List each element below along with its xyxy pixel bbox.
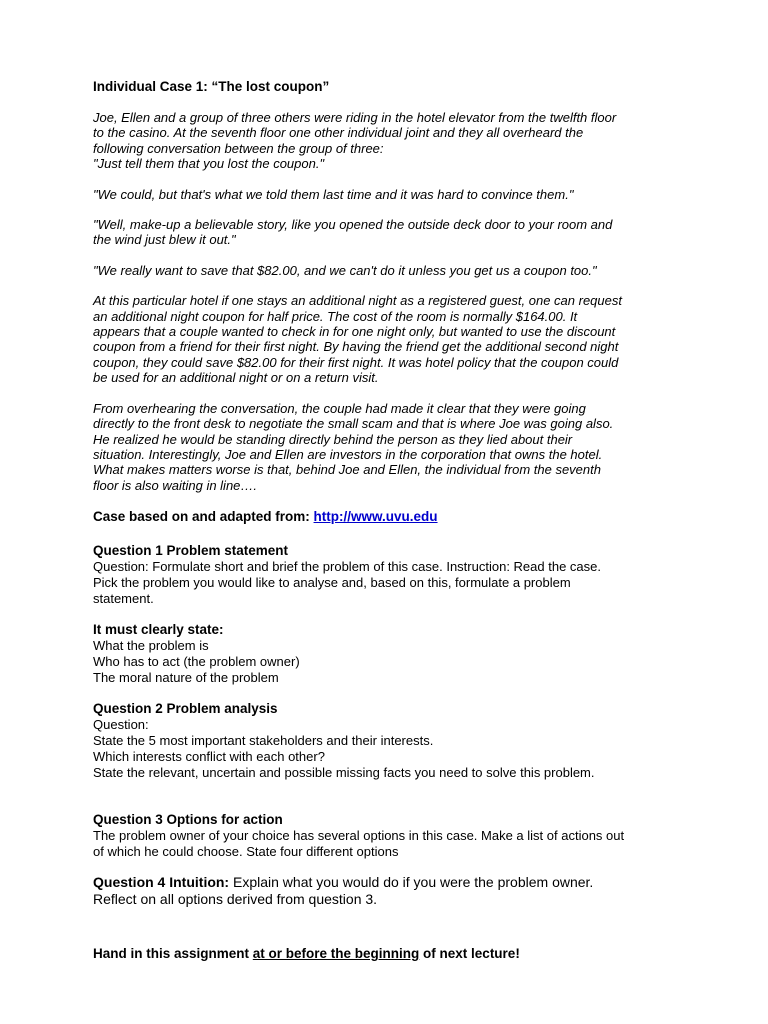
story-line: situation. Interestingly, Joe and Ellen are investors in the corporation that owns the hotel. [93,446,603,462]
submission-note-start: Hand in this assignment [93,946,253,962]
story-line: be used for an additional night or on a return visit. [93,370,379,386]
question-3-line: of which he could choose. State four different options [93,844,399,860]
story-line: "We really want to save that $82.00, and we can't do it unless you get us a coupon too." [93,262,597,278]
question-3-block [93,811,683,860]
question-2-line: State the 5 most important stakeholders and their interests. [93,733,434,749]
story-line: floor is also waiting in line…. [93,477,258,493]
submission-deadline: at or before the beginning [252,946,420,962]
case-title: Individual Case 1: “The lost coupon” [93,79,330,94]
submission-note [93,945,683,962]
must-state-item: The moral nature of the problem [93,670,279,686]
must-state-heading: It must clearly state: [93,622,224,638]
story-section [93,110,683,493]
must-state-item: Who has to act (the problem owner) [93,654,300,670]
story-line: following conversation between the group of three: [93,140,384,156]
question-3-line: The problem owner of your choice has several options in this case. Make a list of actions out [93,828,625,844]
must-state-list [93,638,683,686]
story-line: coupon, they could save $82.00 for their first night. It was hotel policy that the coupon could [93,354,619,370]
story-line: coupon from a friend for their first night. By having the friend get the additional second night [93,339,619,355]
story-line: What makes matters worse is that, behind Joe and Ellen, the individual from the seventh [93,462,601,478]
story-line: At this particular hotel if one stays an additional night as a registered guest, one can request [93,293,622,309]
question-2-text [93,717,683,781]
question-4-block [93,874,683,908]
story-line: to the casino. At the seventh floor one other individual joint and they all overheard the [93,125,584,141]
story-line: "We could, but that's what we told them last time and it was hard to convince them." [93,186,574,202]
question-4-heading: Question 4 Intuition: [93,874,230,891]
question-1-line: statement. [93,591,154,607]
story-line: Joe, Ellen and a group of three others were riding in the hotel elevator from the twelfth floor [93,110,617,125]
question-2-line: Question: [93,717,149,733]
story-paragraph [93,401,683,493]
question-2-block [93,700,683,781]
story-paragraph [93,293,683,385]
source-link[interactable]: http://www.uvu.edu [313,509,438,525]
story-line: directly to the front desk to negotiate the small scam and that is where Joe was going also. [93,416,614,432]
story-paragraph [93,110,683,172]
question-2-line: State the relevant, uncertain and possible missing facts you need to solve this problem. [93,765,595,781]
story-line: He realized he would be standing directly behind the person as they lied about their [93,431,573,447]
must-state-item: What the problem is [93,638,209,654]
source-label: Case based on and adapted from: [93,509,314,525]
must-state-block [93,621,683,686]
question-4-text-continued: Reflect on all options derived from question 3. [93,891,378,908]
story-paragraph [93,217,683,248]
story-line: an additional night coupon for half price. The cost of the room is normally $164.00. It [93,308,578,324]
source-line [93,508,683,525]
question-2-heading: Question 2 Problem analysis [93,701,278,717]
story-line: appears that a couple wanted to check in for one night only, but wanted to use the discount [93,324,616,340]
question-1-line: Question: Formulate short and brief the problem of this case. Instruction: Read the case. [93,559,601,575]
question-1-line: Pick the problem you would like to analyse and, based on this, formulate a problem [93,575,571,591]
question-3-text [93,828,683,860]
question-1-heading: Question 1 Problem statement [93,543,289,559]
question-1-text [93,559,683,607]
story-line: From overhearing the conversation, the couple had made it clear that they were going [93,400,586,416]
document-page [93,78,683,962]
question-2-line: Which interests conflict with each other? [93,749,325,765]
story-paragraph [93,263,683,278]
question-1-block [93,542,683,607]
story-line: "Just tell them that you lost the coupon." [93,156,325,172]
story-line: "Well, make-up a believable story, like you opened the outside deck door to your room and [93,217,613,233]
question-3-heading: Question 3 Options for action [93,812,283,828]
story-line: the wind just blew it out." [93,232,236,248]
question-4-text: Explain what you would do if you were the problem owner. [229,874,594,891]
submission-note-end: of next lecture! [419,946,520,962]
story-paragraph [93,187,683,202]
